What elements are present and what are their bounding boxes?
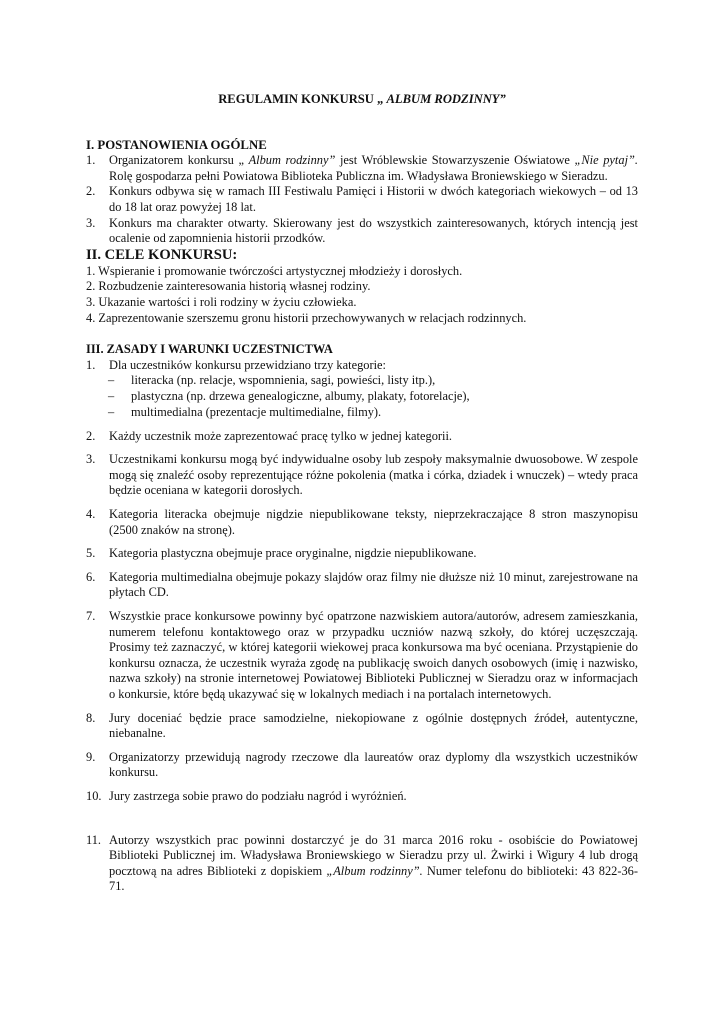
category-item bbox=[106, 405, 638, 421]
item-number: 10. bbox=[86, 788, 102, 803]
item-text: Konkurs ma charakter otwarty. Skierowany jest do wszystkich zainteresowanych, których intencją jest ocalenie od zapomnienia historii przodków. bbox=[109, 215, 638, 246]
category-text: multimedialna (prezentacje multimedialne, filmy). bbox=[131, 404, 382, 419]
item-number: 3. bbox=[86, 215, 96, 230]
item-text: Organizatorzy przewidują nagrody rzeczowe dla laureatów oraz dyplomy dla wszystkich uczestników konkursu. bbox=[109, 749, 638, 780]
item-italic: Album rodzinny” bbox=[248, 153, 336, 168]
item-number: 2. bbox=[86, 428, 96, 443]
item-text: Kategoria multimedialna obejmuje pokazy slajdów oraz filmy nie dłuższe niż 10 minut, zarejestrowane na płytach CD. bbox=[109, 569, 638, 600]
list-item bbox=[86, 184, 638, 215]
category-text: literacka (np. relacje, wspomnienia, sagi, powieści, listy itp.), bbox=[131, 373, 436, 388]
list-item bbox=[86, 833, 638, 895]
item-italic: „Album rodzinny”. bbox=[326, 863, 423, 878]
item-text: Jury zastrzega sobie prawo do podziału nagród i wyróżnień. bbox=[109, 788, 407, 803]
item-number: 4. bbox=[86, 507, 96, 522]
section-3-list bbox=[86, 358, 638, 374]
category-item bbox=[106, 373, 638, 389]
item-number: 3. bbox=[86, 452, 96, 467]
document-title bbox=[86, 92, 638, 108]
item-text: Organizatorem konkursu „ bbox=[109, 153, 249, 168]
item-text: Konkurs odbywa się w ramach III Festiwalu Pamięci i Historii w dwóch kategoriach wiekowych – od 13 do 18 lat oraz powyżej 18 lat. bbox=[109, 184, 638, 214]
section-1-heading: I. POSTANOWIENIA OGÓLNE bbox=[86, 137, 267, 152]
list-item bbox=[86, 429, 638, 445]
title-text: REGULAMIN KONKURSU „ bbox=[218, 92, 387, 106]
item-text: Autorzy wszystkich prac powinni dostarczyć je do 31 marca 2016 roku - osobiście do Powiatowej Biblioteki Publicznej im. Władysława Broniewskiego w Sieradzu przy ul. Żwirki i Wigury 4 lub drogą pocztową na adres Biblioteki z dopiskiem bbox=[109, 832, 638, 878]
list-item bbox=[86, 358, 638, 374]
item-number: 2. bbox=[86, 184, 96, 199]
dash-bullet: – bbox=[108, 373, 115, 388]
item-text: Dla uczestników konkursu przewidziano trzy kategorie: bbox=[109, 357, 386, 372]
item-text: Wszystkie prace konkursowe powinny być opatrzone nazwiskiem autora/autorów, adresem zamieszkania, numerem telefonu kontaktowego oraz w przypadku uczniów nazwą szkoły, do której uczęszczają. Prosimy też zaznaczyć, w której kategorii wiekowej praca konkursowa ma być oceniana. Przystąpienie do konkursu oznacza, że uczestnik wyraża zgodę na publikację swoich danych osobowych (imię i nazwisko, nazwa szkoły) na stronie internetowej Powiatowej Biblioteki Publicznej w Sieradzu oraz w informacjach o konkursie, które będą ukazywać się w lokalnych mediach i na portalach internetowych. bbox=[109, 609, 638, 702]
item-text: Kategoria plastyczna obejmuje prace oryginalne, nigdzie niepublikowane. bbox=[109, 546, 477, 561]
list-item bbox=[86, 789, 638, 805]
list-item bbox=[86, 507, 638, 538]
item-text: Kategoria literacka obejmuje nigdzie niepublikowane teksty, nieprzekraczające 8 stron maszynopisu (2500 znaków na stronę). bbox=[109, 507, 638, 537]
list-item bbox=[86, 546, 638, 562]
item-number: 5. bbox=[86, 546, 96, 561]
list-item bbox=[86, 570, 638, 601]
item-number: 1. bbox=[86, 153, 96, 168]
item-number: 7. bbox=[86, 609, 96, 624]
list-item: 1. Wspieranie i promowanie twórczości artystycznej młodzieży i dorosłych. bbox=[86, 263, 463, 278]
dash-bullet: – bbox=[108, 404, 115, 419]
section-3-list-continued bbox=[86, 429, 638, 805]
section-2-list bbox=[86, 264, 638, 326]
item-number: 9. bbox=[86, 749, 96, 764]
list-item bbox=[86, 711, 638, 742]
section-3-heading: III. ZASADY I WARUNKI UCZESTNICTWA bbox=[86, 342, 333, 357]
section-3-final-item bbox=[86, 833, 638, 895]
dash-bullet: – bbox=[108, 389, 115, 404]
document-page bbox=[86, 92, 638, 895]
item-number: 6. bbox=[86, 569, 96, 584]
item-number: 11. bbox=[86, 832, 102, 847]
category-item bbox=[106, 389, 638, 405]
item-italic: „Nie pytaj”. bbox=[574, 153, 638, 168]
list-item bbox=[86, 750, 638, 781]
item-number: 1. bbox=[86, 357, 96, 372]
list-item bbox=[86, 153, 638, 184]
list-item: 2. Rozbudzenie zainteresowania historią własnej rodziny. bbox=[86, 279, 371, 294]
item-text: Jury doceniać będzie prace samodzielne, niekopiowane z ogólnie dostępnych źródeł, autentyczne, niebanalne. bbox=[109, 710, 638, 741]
list-item: 4. Zaprezentowanie szerszemu gronu historii przechowywanych w relacjach rodzinnych. bbox=[86, 310, 527, 325]
item-number: 8. bbox=[86, 710, 96, 725]
list-item bbox=[86, 609, 638, 703]
section-1-list bbox=[86, 153, 638, 247]
title-italic: ALBUM RODZINNY” bbox=[386, 92, 506, 106]
list-item bbox=[86, 452, 638, 499]
category-text: plastyczna (np. drzewa genealogiczne, albumy, plakaty, fotorelacje), bbox=[131, 389, 470, 404]
list-item: 3. Ukazanie wartości i roli rodziny w życiu człowieka. bbox=[86, 294, 357, 309]
list-item bbox=[86, 216, 638, 247]
item-text: Uczestnikami konkursu mogą być indywidualne osoby lub zespoły maksymalnie dwuosobowe. W zespole mogą się znaleźć osoby reprezentujące różne pokolenia (matka i córka, dziadek i wnuczek) – wtedy praca będzie oceniana w kategorii dorosłych. bbox=[109, 452, 638, 498]
item-text: jest Wróblewskie Stowarzyszenie Oświatowe bbox=[335, 153, 575, 168]
item-text: Każdy uczestnik może zaprezentować pracę tylko w jednej kategorii. bbox=[109, 428, 452, 443]
section-2-heading: II. CELE KONKURSU: bbox=[86, 246, 238, 263]
category-list bbox=[86, 373, 638, 420]
item-text: Rolę gospodarza pełni Powiatowa Biblioteka Publiczna im. Władysława Broniewskiego w Sieradzu. bbox=[109, 168, 608, 183]
item-text: Numer telefonu do biblioteki: 43 822-36-71. bbox=[109, 863, 638, 894]
